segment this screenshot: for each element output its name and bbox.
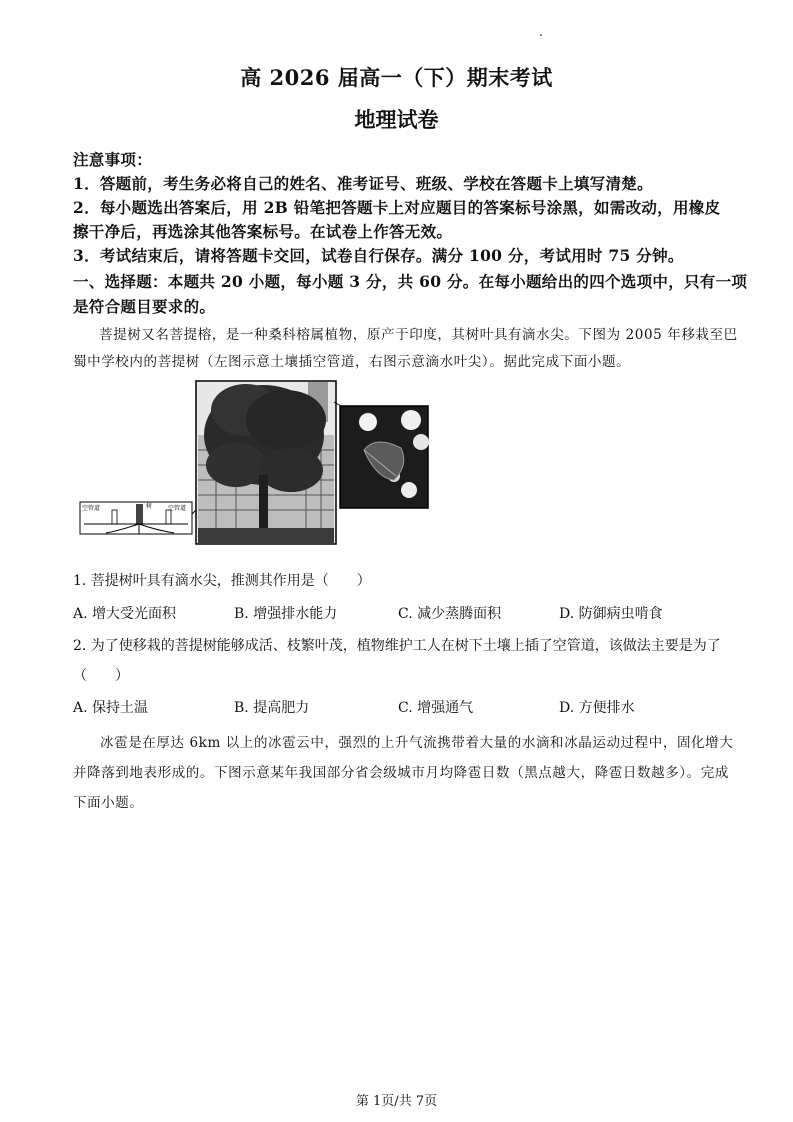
section-heading-cont: 是符合题目要求的。 bbox=[73, 297, 216, 316]
scan-speck bbox=[540, 34, 542, 36]
option-a[interactable]: A. 保持土温 bbox=[73, 700, 149, 716]
passage-line: 蜀中学校内的菩提树（左图示意土壤插空管道，右图示意滴水叶尖）。据此完成下面小题。 bbox=[73, 354, 631, 370]
option-d[interactable]: D. 方便排水 bbox=[559, 700, 635, 716]
notice-heading: 注意事项： bbox=[73, 150, 153, 169]
inset-label: 空管道 bbox=[168, 505, 187, 512]
exam-subject: 地理试卷 bbox=[354, 107, 439, 132]
passage-line: 下面小题。 bbox=[73, 795, 144, 811]
question-stem: 1. 菩提树叶具有滴水尖，推测其作用是（ ） bbox=[73, 573, 371, 589]
passage-line: 并降落到地表形成的。下图示意某年我国部分省会级城市月均降雹日数（黑点越大，降雹日数越多）。完成 bbox=[73, 765, 729, 781]
option-b[interactable]: B. 增强排水能力 bbox=[234, 606, 338, 622]
notice-item: 2．每小题选出答案后，用 2B 铅笔把答题卡上对应题目的答案标号涂黑，如需改动，用橡皮 bbox=[73, 198, 721, 217]
inset-label: 树 bbox=[146, 503, 153, 510]
passage-line: 菩提树又名菩提榕，是一种桑科榕属植物，原产于印度，其树叶具有滴水尖。下图为 2005 年移栽至巴 bbox=[99, 327, 738, 343]
exam-title: 高 2026 届高一（下）期末考试 bbox=[240, 65, 553, 90]
notice-item: 擦干净后，再选涂其他答案标号。在试卷上作答无效。 bbox=[73, 222, 453, 241]
inset-label: 空管道 bbox=[82, 505, 101, 512]
passage-line: 冰雹是在厚达 6km 以上的冰雹云中，强烈的上升气流携带着大量的水滴和冰晶运动过程中，固化增大 bbox=[100, 735, 734, 751]
figure-svg bbox=[76, 380, 436, 550]
section-heading: 一、选择题：本题共 20 小题，每小题 3 分，共 60 分。在每小题给出的四个选项中，只有一项 bbox=[73, 272, 748, 291]
option-c[interactable]: C. 减少蒸腾面积 bbox=[398, 606, 502, 622]
option-d[interactable]: D. 防御病虫啃食 bbox=[559, 606, 663, 622]
page-footer: 第 1页/共 7页 bbox=[355, 1094, 438, 1109]
option-a[interactable]: A. 增大受光面积 bbox=[73, 606, 177, 622]
question-stem-cont: （ ） bbox=[73, 668, 129, 684]
option-c[interactable]: C. 增强通气 bbox=[398, 700, 474, 716]
question-stem: 2. 为了使移栽的菩提树能够成活、枝繁叶茂，植物维护工人在树下土壤上插了空管道，该做法主要是为了 bbox=[73, 638, 721, 654]
option-b[interactable]: B. 提高肥力 bbox=[234, 700, 310, 716]
notice-item: 1．答题前，考生务必将自己的姓名、准考证号、班级、学校在答题卡上填写清楚。 bbox=[73, 174, 653, 193]
figure-bodhi-tree bbox=[76, 380, 436, 550]
notice-item: 3．考试结束后，请将答题卡交回，试卷自行保存。满分 100 分，考试用时 75 分钟。 bbox=[73, 246, 684, 265]
